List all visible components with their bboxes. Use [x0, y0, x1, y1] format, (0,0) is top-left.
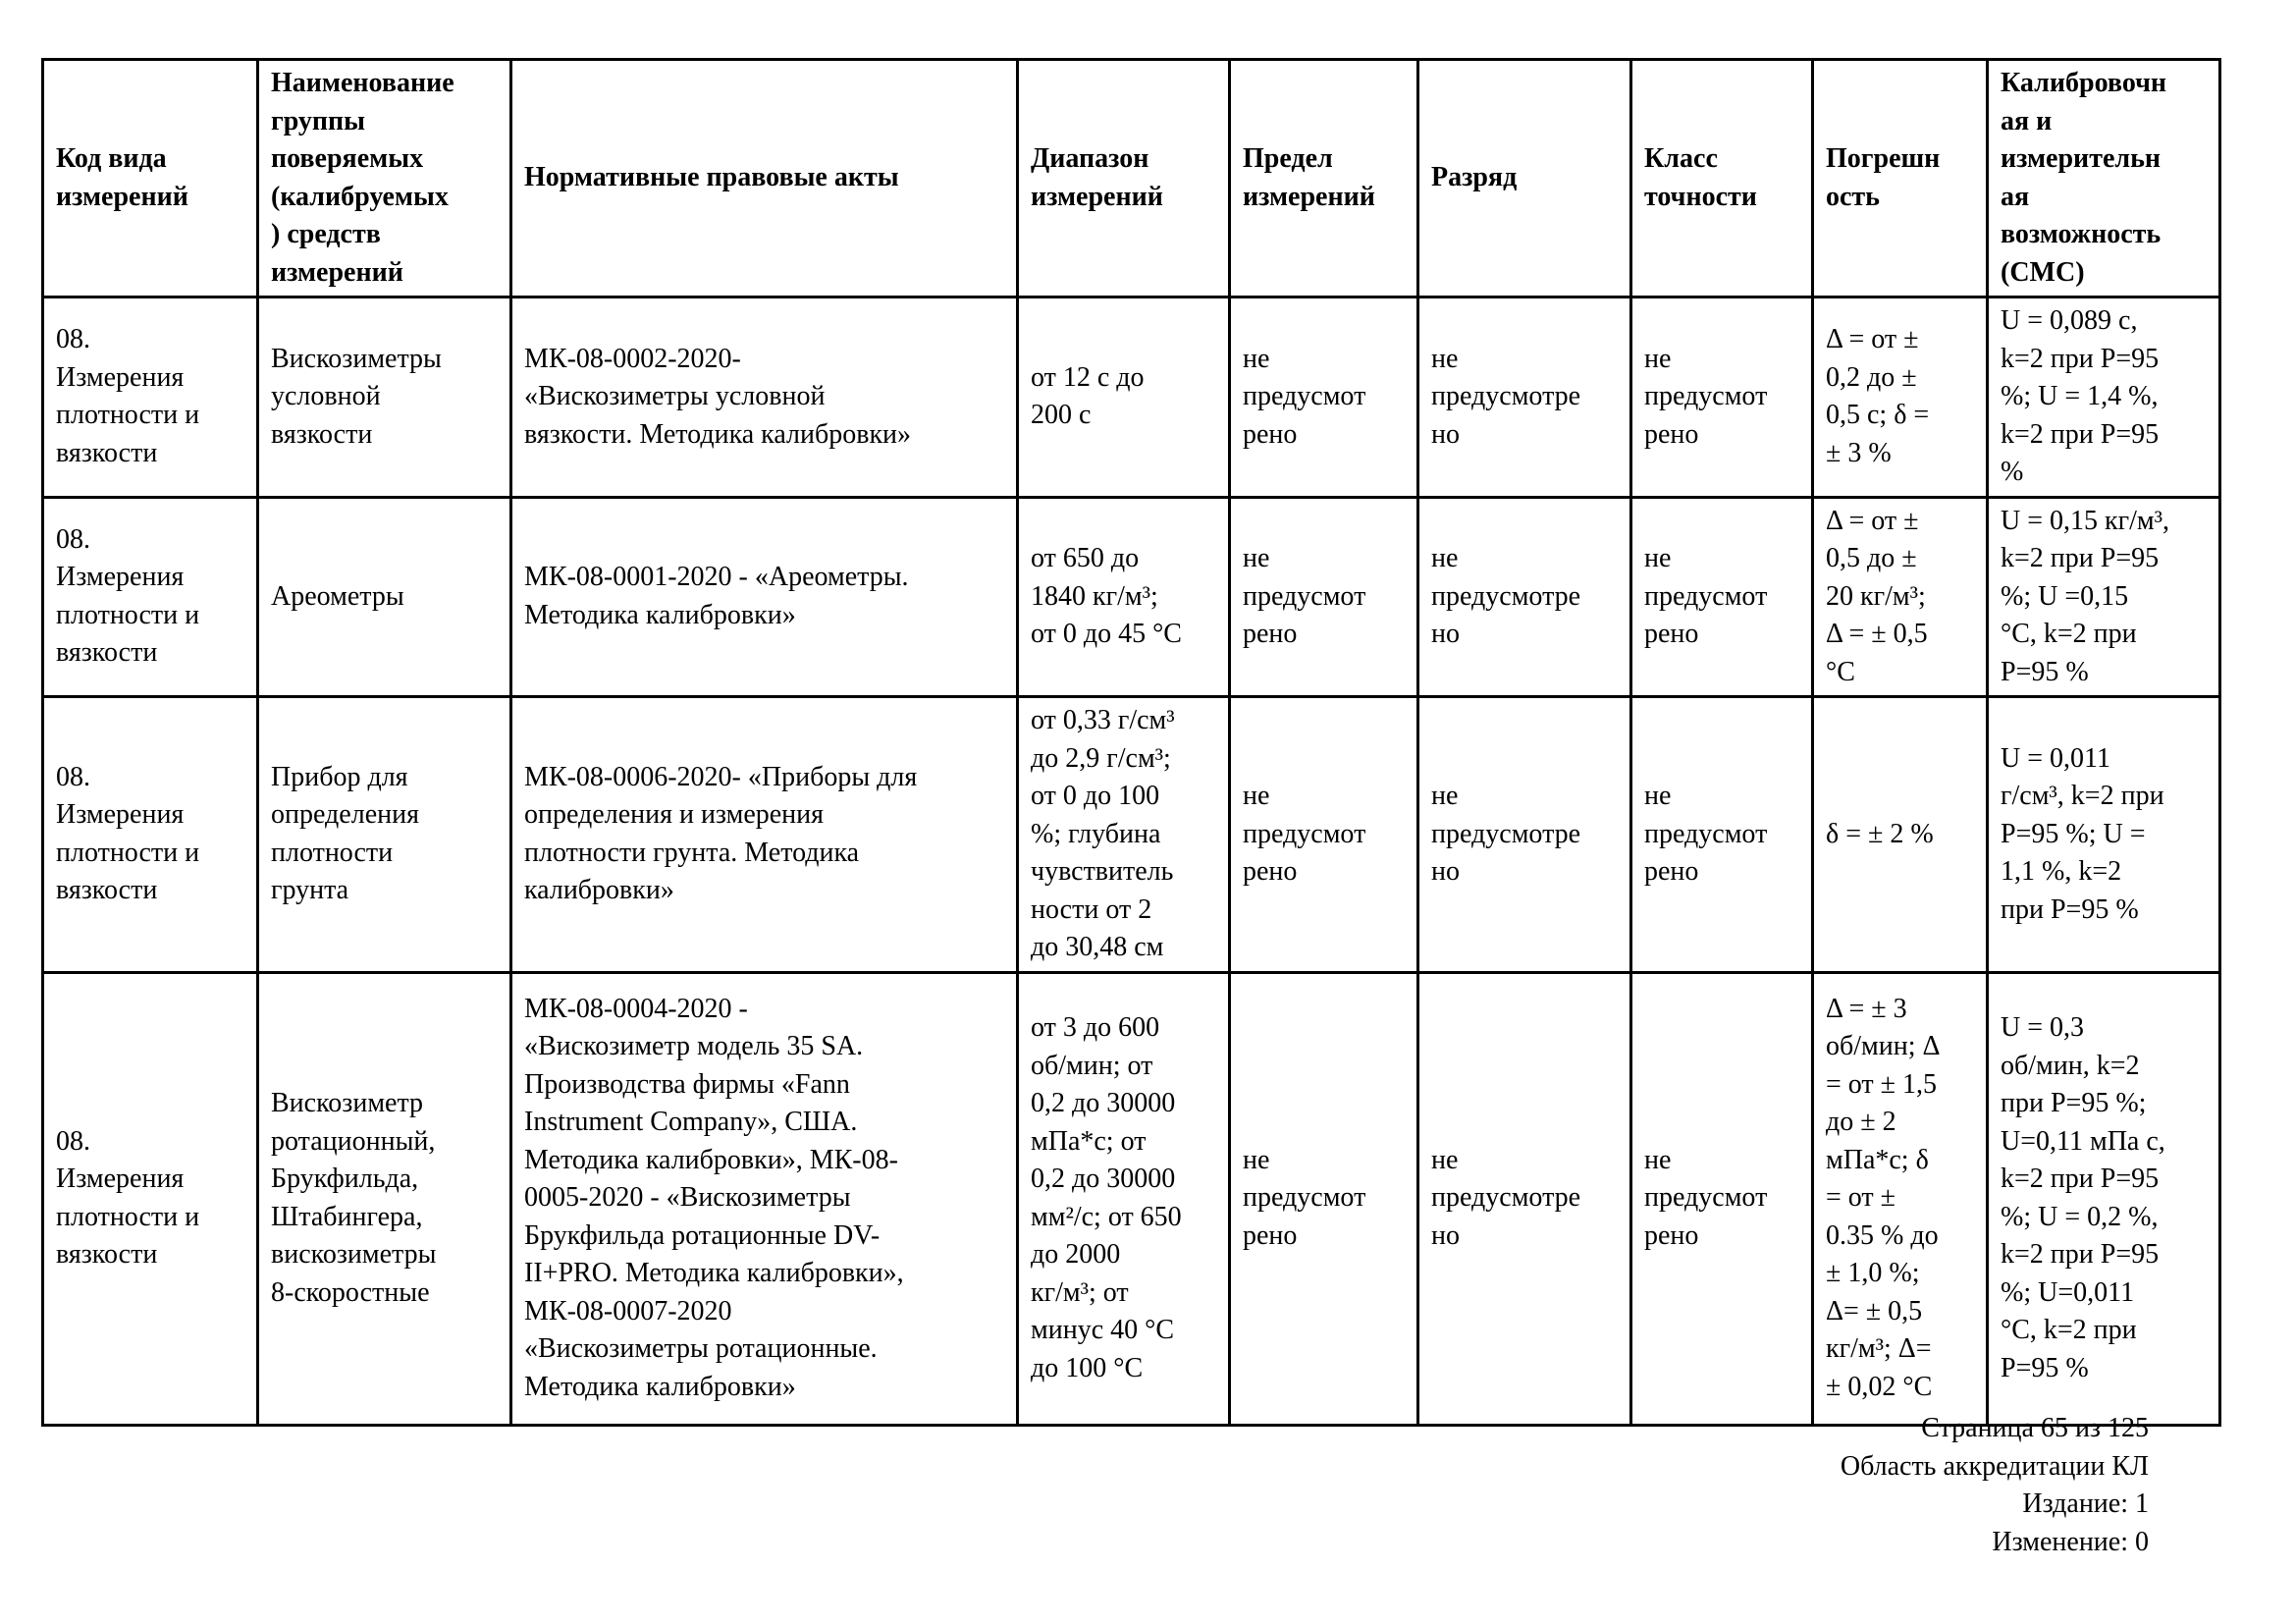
cell-range	[1018, 298, 1230, 498]
cell-range-text: от 0,33 г/см³ до 2,9 г/см³; от 0 до 100 %; глубина чувствитель ности от 2 до 30,48 см	[1031, 705, 1175, 962]
cell-error-text: δ = ± 2 %	[1826, 818, 1934, 849]
accreditation-scope-table	[41, 58, 2221, 1427]
cell-limit-text: не предусмот рено	[1243, 543, 1366, 649]
cell-cmc-text: U = 0,089 с, k=2 при P=95 %; U = 1,4 %, k=2 при P=95 %	[2001, 305, 2160, 487]
header-code-label: Код вида измерений	[56, 143, 188, 212]
cell-cmc-text: U = 0,15 кг/м³, k=2 при P=95 %; U =0,15 °C, k=2 при P=95 %	[2001, 505, 2169, 687]
cell-accuracy-class	[1631, 497, 1813, 697]
header-error-label: Погрешн ость	[1826, 143, 1941, 212]
header-code	[43, 60, 258, 298]
document-scope: Область аккредитации КЛ	[1840, 1450, 2149, 1482]
cell-accuracy-class-text: не предусмот рено	[1644, 781, 1768, 887]
cell-group-text: Ареометры	[271, 580, 404, 612]
cell-cmc-text: U = 0,3 об/мин, k=2 при P=95 %; U=0,11 мПа с, k=2 при P=95 %; U = 0,2 %, k=2 при P=95 %; U=0,011 °C, k=2 при P=95 %	[2001, 1012, 2165, 1383]
header-range-label: Диапазон измерений	[1031, 143, 1163, 212]
cell-limit-text: не предусмот рено	[1243, 781, 1366, 887]
cell-code-text: 08. Измерения плотности и вязкости	[56, 761, 200, 906]
cell-group	[258, 697, 511, 973]
cell-code	[43, 972, 258, 1425]
page-footer	[1841, 1410, 2149, 1561]
cell-error	[1813, 972, 1988, 1425]
cell-code-text: 08. Измерения плотности и вязкости	[56, 1125, 200, 1270]
table-row	[43, 298, 2220, 498]
header-limit	[1230, 60, 1418, 298]
cell-range	[1018, 497, 1230, 697]
cell-accuracy-class-text: не предусмот рено	[1644, 1144, 1768, 1251]
cell-range	[1018, 972, 1230, 1425]
cell-error	[1813, 697, 1988, 973]
header-acts	[511, 60, 1018, 298]
cell-rank	[1418, 298, 1631, 498]
header-acts-label: Нормативные правовые акты	[524, 162, 899, 193]
cell-cmc	[1988, 497, 2220, 697]
change-number: Изменение: 0	[1992, 1526, 2149, 1557]
cell-code	[43, 497, 258, 697]
cell-accuracy-class	[1631, 697, 1813, 973]
cell-group	[258, 497, 511, 697]
cell-acts	[511, 697, 1018, 973]
cell-code	[43, 298, 258, 498]
cell-range-text: от 12 с до 200 с	[1031, 361, 1145, 431]
cell-error-text: Δ = ± 3 об/мин; Δ = от ± 1,5 до ± 2 мПа*с; δ = от ± 0.35 % до ± 1,0 %; Δ= ± 0,5 кг/м³; Δ= ± 0,02 °C	[1826, 993, 1941, 1402]
cell-range-text: от 3 до 600 об/мин; от 0,2 до 30000 мПа*с; от 0,2 до 30000 мм²/с; от 650 до 2000 кг/м³; от минус 40 °C до 100 °C	[1031, 1012, 1182, 1383]
header-limit-label: Предел измерений	[1243, 143, 1375, 212]
cell-limit	[1230, 972, 1418, 1425]
cell-error-text: Δ = от ± 0,2 до ± 0,5 с; δ = ± 3 %	[1826, 324, 1930, 468]
header-accuracy-class-label: Класс точности	[1644, 143, 1757, 212]
cell-limit	[1230, 298, 1418, 498]
cell-acts-text: МК-08-0002-2020- «Вискозиметры условной вязкости. Методика калибровки»	[524, 343, 912, 450]
header-error	[1813, 60, 1988, 298]
cell-group-text: Вискозиметр ротационный, Брукфильда, Штабингера, вискозиметры 8-скоростные	[271, 1088, 437, 1308]
header-group	[258, 60, 511, 298]
cell-group	[258, 972, 511, 1425]
table-row	[43, 972, 2220, 1425]
cell-accuracy-class	[1631, 972, 1813, 1425]
cell-group-text: Прибор для определения плотности грунта	[271, 761, 419, 906]
header-accuracy-class	[1631, 60, 1813, 298]
edition-number: Издание: 1	[2022, 1489, 2149, 1519]
header-rank-label: Разряд	[1431, 162, 1518, 193]
cell-code-text: 08. Измерения плотности и вязкости	[56, 523, 200, 669]
cell-code-text: 08. Измерения плотности и вязкости	[56, 324, 200, 468]
cell-acts	[511, 497, 1018, 697]
page-number: Страница 65 из 125	[1921, 1413, 2149, 1443]
cell-limit	[1230, 697, 1418, 973]
cell-acts-text: МК-08-0006-2020- «Приборы для определения и измерения плотности грунта. Методика калибровки»	[524, 761, 918, 906]
cell-rank-text: не предусмотре но	[1431, 543, 1581, 649]
cell-limit	[1230, 497, 1418, 697]
cell-rank-text: не предусмотре но	[1431, 343, 1581, 450]
cell-error	[1813, 298, 1988, 498]
cell-cmc	[1988, 972, 2220, 1425]
cell-accuracy-class	[1631, 298, 1813, 498]
cell-limit-text: не предусмот рено	[1243, 1144, 1366, 1251]
header-rank	[1418, 60, 1631, 298]
cell-range	[1018, 697, 1230, 973]
table-header-row	[43, 60, 2220, 298]
cell-group	[258, 298, 511, 498]
cell-group-text: Вискозиметры условной вязкости	[271, 343, 442, 450]
header-cmc	[1988, 60, 2220, 298]
cell-rank	[1418, 497, 1631, 697]
table-row	[43, 697, 2220, 973]
cell-accuracy-class-text: не предусмот рено	[1644, 543, 1768, 649]
header-range	[1018, 60, 1230, 298]
cell-cmc	[1988, 298, 2220, 498]
cell-code	[43, 697, 258, 973]
cell-acts	[511, 972, 1018, 1425]
cell-accuracy-class-text: не предусмот рено	[1644, 343, 1768, 450]
cell-rank-text: не предусмотре но	[1431, 1144, 1581, 1251]
header-group-label: Наименование группы поверяемых (калибруемых ) средств измерений	[271, 68, 454, 288]
cell-acts-text: МК-08-0001-2020 - «Ареометры. Методика калибровки»	[524, 562, 909, 630]
cell-range-text: от 650 до 1840 кг/м³; от 0 до 45 °C	[1031, 543, 1182, 649]
header-cmc-label: Калибровочн ая и измерительн ая возможность (СМС)	[2001, 68, 2167, 288]
cell-acts	[511, 298, 1018, 498]
table-row	[43, 497, 2220, 697]
cell-cmc-text: U = 0,011 г/см³, k=2 при P=95 %; U = 1,1 %, k=2 при P=95 %	[2001, 742, 2164, 925]
cell-rank	[1418, 972, 1631, 1425]
cell-error	[1813, 497, 1988, 697]
cell-rank-text: не предусмотре но	[1431, 781, 1581, 887]
cell-cmc	[1988, 697, 2220, 973]
cell-limit-text: не предусмот рено	[1243, 343, 1366, 450]
cell-acts-text: МК-08-0004-2020 - «Вискозиметр модель 35 SA. Производства фирмы «Fann Instrument Company», США. Методика калибровки», МК-08- 0005-2020 - «Вискозиметры Брукфильда ротационные DV- II+PRO. Методика калибровки», МК-08-0007-2020 «Вискозиметры ротационные. Методика калибровки»	[524, 993, 904, 1402]
cell-rank	[1418, 697, 1631, 973]
cell-error-text: Δ = от ± 0,5 до ± 20 кг/м³; Δ = ± 0,5 °C	[1826, 505, 1928, 687]
